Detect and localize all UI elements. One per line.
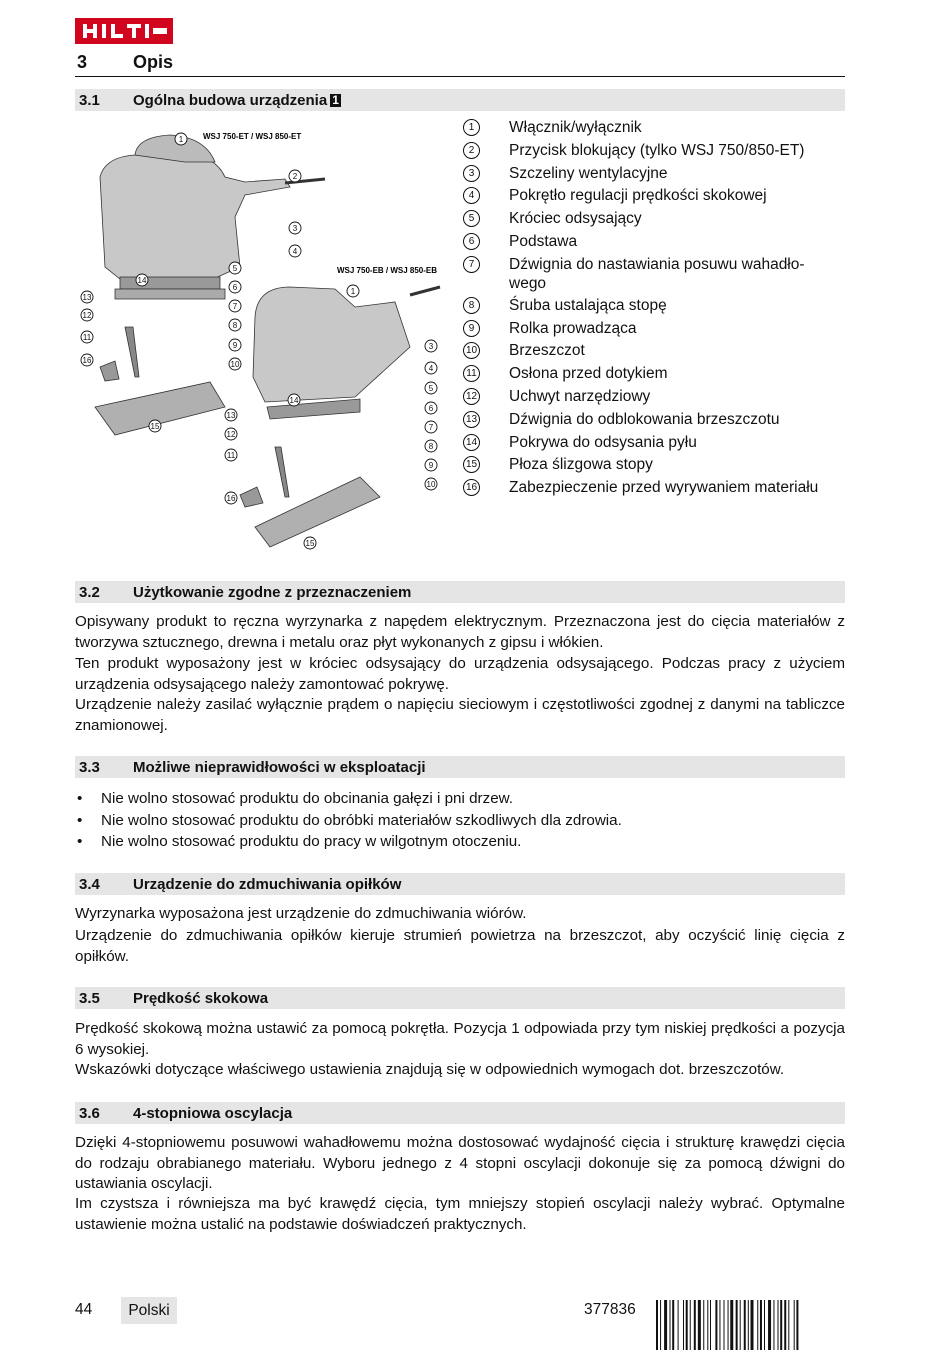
legend-label: Pokrętło regulacji prędkości skokowej [509, 187, 767, 205]
legend-number-badge: 2 [463, 142, 480, 159]
legend-item [463, 387, 853, 410]
legend-item [463, 410, 853, 433]
svg-text:1: 1 [350, 287, 356, 296]
svg-text:7: 7 [232, 302, 238, 311]
paragraph: Dzięki 4-stopniowemu posuwowi wahadłowemu można dostosować wydajność cięcia i strukturę krawędzi cięcia do rodzaju obrabianego materiału. Wyboru jednego z 4 stopni oscylacji dokonuje się za pomocą dźwigni do ustawiania oscylacji. [75, 1134, 845, 1192]
svg-text:8: 8 [232, 321, 238, 330]
legend-label: Osłona przed dotykiem [509, 365, 668, 383]
legend-item [463, 232, 853, 255]
legend-label: Brzeszczot [509, 342, 585, 360]
paragraph: Urządzenie do zdmuchiwania opiłków kieruje strumień powietrza na brzeszczot, aby oczyścić linię cięcia z opiłków. [75, 927, 845, 965]
barcode [656, 1300, 846, 1350]
svg-text:6: 6 [428, 404, 434, 413]
legend-number-badge: 3 [463, 165, 480, 182]
svg-text:9: 9 [232, 341, 238, 350]
legend-item [463, 164, 853, 187]
section-title: Urządzenie do zdmuchiwania opiłków [133, 876, 402, 893]
bullet-list [75, 788, 845, 853]
legend-label: Dźwignia do odblokowania brzeszczotu [509, 410, 780, 428]
section-3-4-heading [75, 873, 845, 895]
paragraph: Opisywany produkt to ręczna wyrzynarka z napędem elektrycznym. Przeznaczona jest do cięcia materiałów z tworzywa sztucznego, drewna i metalu oraz płyt wykonanych z gipsu i włókien. [75, 613, 845, 651]
section-title: Możliwe nieprawidłowości w eksploatacji [133, 759, 426, 776]
legend-item [463, 455, 853, 478]
legend-label: Pokrywa do odsysania pyłu [509, 433, 697, 451]
hilti-logo [75, 18, 173, 44]
svg-text:13: 13 [226, 411, 236, 420]
svg-text:12: 12 [82, 311, 92, 320]
figure-ref-badge: 1 [332, 93, 339, 107]
legend-number-badge: 9 [463, 320, 480, 337]
svg-text:4: 4 [428, 364, 434, 373]
section-3-6-heading [75, 1102, 845, 1124]
svg-text:4: 4 [292, 247, 298, 256]
legend-number-badge: 12 [463, 388, 480, 405]
legend-number-badge: 10 [463, 342, 480, 359]
legend-label: Rolka prowadząca [509, 319, 637, 337]
list-item: • Nie wolno stosować produktu do obcinania gałęzi i pni drzew. [75, 788, 845, 810]
svg-text:15: 15 [150, 422, 160, 431]
legend-item [463, 209, 853, 232]
section-title: Użytkowanie zgodne z przeznaczeniem [133, 584, 412, 601]
legend-label: Włącznik/wyłącznik [509, 119, 642, 136]
legend-item [463, 186, 853, 209]
legend-item [463, 433, 853, 456]
svg-text:3: 3 [428, 342, 434, 351]
legend-label: Podstawa [509, 232, 578, 250]
section-title: Ogólna budowa urządzenia 1 [133, 92, 339, 109]
svg-text:1: 1 [178, 135, 184, 144]
svg-text:7: 7 [428, 423, 434, 432]
svg-text:10: 10 [426, 480, 436, 489]
legend-item [463, 341, 853, 364]
language-tag: Polski [121, 1297, 177, 1324]
svg-text:3: 3 [292, 224, 298, 233]
legend-number-badge: 11 [463, 365, 480, 382]
legend-number-badge: 1 [463, 119, 480, 136]
legend-number-badge: 7 [463, 256, 480, 273]
svg-text:6: 6 [232, 283, 238, 292]
legend-label: Przycisk blokujący (tylko WSJ 750/850-ET) [509, 141, 805, 159]
document-code: 377836 [584, 1301, 636, 1318]
legend-number-badge: 13 [463, 411, 480, 428]
legend-number-badge: 16 [463, 479, 480, 496]
section-3-1-heading [75, 89, 845, 111]
paragraph: Wskazówki dotyczące właściwego ustawienia znajdują się w odpowiednich wymogach dot. brzeszczotów. [75, 1061, 785, 1078]
section-number: 3.5 [79, 990, 100, 1007]
section-number: 3.6 [79, 1105, 100, 1122]
svg-text:16: 16 [226, 494, 236, 503]
legend-label: Zabezpieczenie przed wyrywaniem materiału [509, 479, 819, 497]
svg-text:5: 5 [232, 264, 238, 273]
paragraph: Wyrzynarka wyposażona jest urządzenie do zdmuchiwania wiórów. [75, 905, 527, 922]
legend-label: Płoza ślizgowa stopy [509, 456, 653, 474]
legend-number-badge: 14 [463, 434, 480, 451]
legend-item [463, 478, 853, 501]
paragraph: Prędkość skokową można ustawić za pomocą pokrętła. Pozycja 1 odpowiada przy tym niskiej prędkości a pozycja 6 wysokiej. [75, 1020, 845, 1058]
list-item: • Nie wolno stosować produktu do pracy w wilgotnym otoczeniu. [75, 831, 845, 853]
svg-text:2: 2 [292, 172, 298, 181]
section-number: 3.4 [79, 876, 100, 893]
svg-text:15: 15 [305, 539, 315, 548]
figure-label-top: WSJ 750-ET / WSJ 850-ET [203, 132, 302, 141]
legend-item [463, 255, 853, 296]
legend-number-badge: 8 [463, 297, 480, 314]
paragraph: Im czystsza i równiejsza ma być krawędź cięcia, tym mniejszy stopień oscylacji należy wybrać. Optymalne ustawienie można ustalić na podstawie doświadczeń praktycznych. [75, 1195, 845, 1233]
legend-label: Szczeliny wentylacyjne [509, 164, 668, 182]
svg-text:9: 9 [428, 461, 434, 470]
legend-item [463, 141, 853, 164]
section-number: 3.2 [79, 584, 100, 601]
svg-text:5: 5 [428, 384, 434, 393]
list-item: • Nie wolno stosować produktu do obróbki materiałów szkodliwych dla zdrowia. [75, 810, 845, 832]
chapter-number: 3 [77, 52, 88, 72]
svg-text:10: 10 [230, 360, 240, 369]
svg-text:16: 16 [82, 356, 92, 365]
section-title: 4-stopniowa oscylacja [133, 1105, 293, 1122]
svg-text:11: 11 [226, 451, 236, 460]
svg-text:14: 14 [137, 276, 147, 285]
section-3-5-heading [75, 987, 845, 1009]
legend-number-badge: 6 [463, 233, 480, 250]
legend-number-badge: 4 [463, 187, 480, 204]
svg-text:8: 8 [428, 442, 434, 451]
section-3-3-heading [75, 756, 845, 778]
parts-legend [463, 118, 853, 501]
legend-item [463, 296, 853, 319]
jigsaw-diagram [75, 117, 443, 565]
section-number: 3.1 [79, 92, 100, 109]
legend-number-badge: 5 [463, 210, 480, 227]
legend-label: Śruba ustalająca stopę [509, 296, 667, 314]
legend-item [463, 364, 853, 387]
legend-label: Dźwignia do nastawiania posuwu wahadło-wego [509, 255, 805, 292]
svg-text:14: 14 [289, 396, 299, 405]
svg-text:13: 13 [82, 293, 92, 302]
chapter-heading [75, 52, 845, 77]
legend-item [463, 118, 853, 141]
section-title: Prędkość skokowa [133, 990, 269, 1007]
paragraph: Ten produkt wyposażony jest w króciec odsysający do urządzenia odsysającego. Podczas pracy z użyciem urządzenia odsysającego należy zamontować pokrywę. [75, 655, 845, 693]
chapter-title: Opis [133, 52, 174, 72]
svg-text:12: 12 [226, 430, 236, 439]
figure-label-bottom: WSJ 750-EB / WSJ 850-EB [337, 266, 438, 275]
legend-label: Uchwyt narzędziowy [509, 387, 651, 405]
section-number: 3.3 [79, 759, 100, 776]
section-3-2-heading [75, 581, 845, 603]
legend-label: Króciec odsysający [509, 210, 642, 228]
legend-item [463, 319, 853, 342]
svg-text:11: 11 [82, 333, 92, 342]
paragraph: Urządzenie należy zasilać wyłącznie prądem o napięciu sieciowym i częstotliwości zgodnej z danymi na tabliczce znamionowej. [75, 696, 845, 734]
legend-number-badge: 15 [463, 456, 480, 473]
page-number: 44 [75, 1301, 93, 1318]
